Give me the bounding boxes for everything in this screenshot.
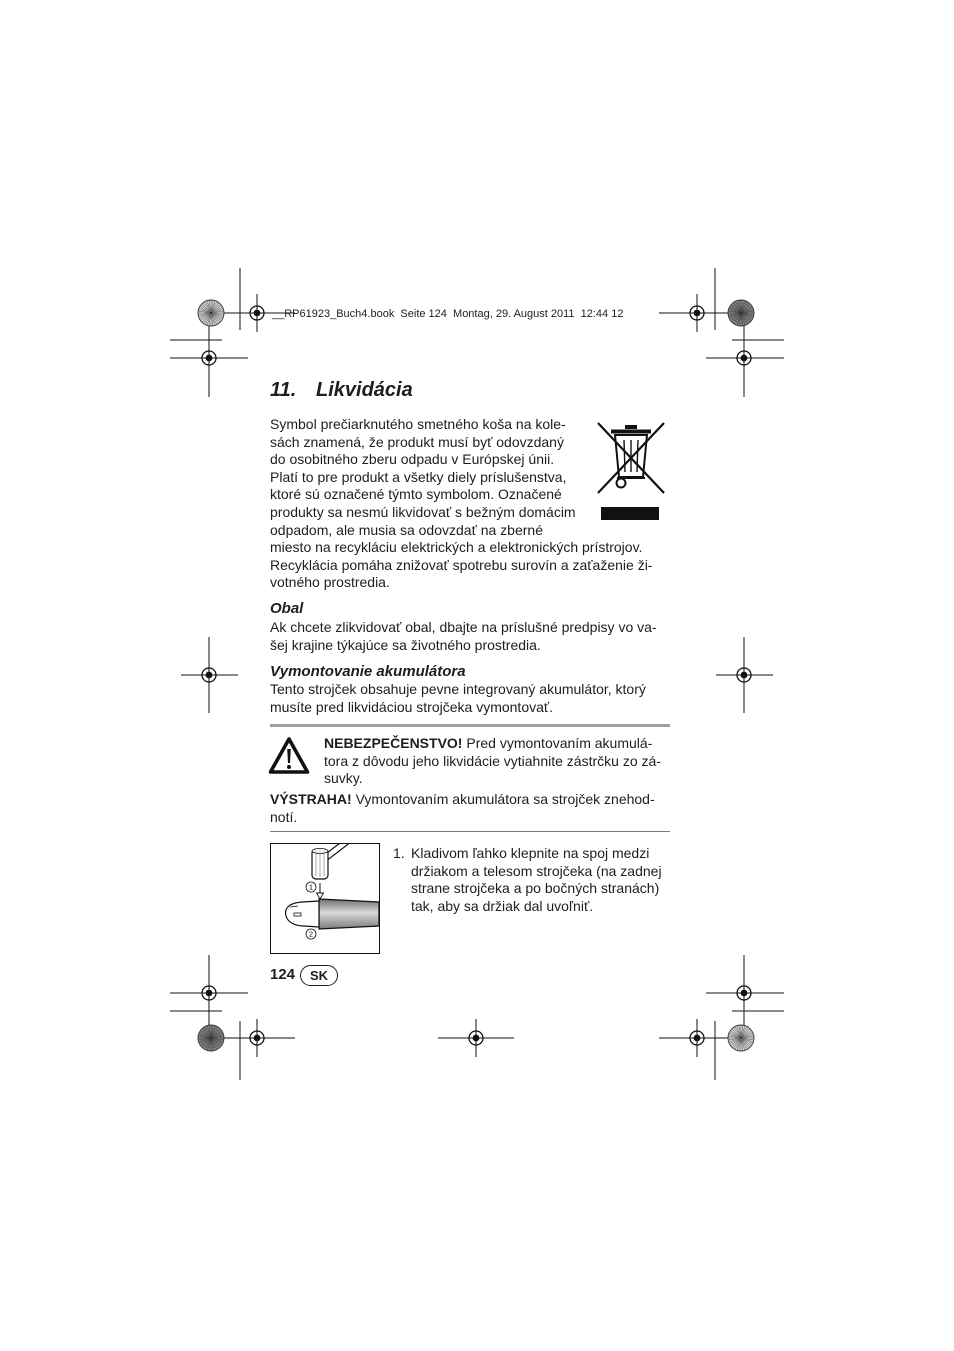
registration-starburst-mark bbox=[198, 1025, 224, 1051]
text-line bbox=[270, 791, 655, 809]
danger-notice bbox=[324, 735, 661, 788]
text-line: tak, aby sa držiak dal uvoľniť. bbox=[411, 897, 594, 914]
registration-target-mark bbox=[438, 1019, 514, 1057]
step-text bbox=[411, 845, 662, 915]
packaging-heading: Obal bbox=[270, 600, 304, 617]
warning-triangle-icon bbox=[268, 736, 310, 776]
text-line: Kladivom ľahko klepnite na spoj medzi bbox=[411, 845, 650, 861]
text-line: ktoré sú označené týmto symbolom. Označené bbox=[270, 486, 562, 503]
registration-target-mark bbox=[181, 637, 238, 713]
text-line: miesto na recykláciu elektrických a elektronických prístrojov. bbox=[270, 539, 643, 556]
text-line: strane strojčeka a po bočných stranách) bbox=[411, 880, 660, 897]
print-slug: __RP61923_Buch4.book Seite 124 Montag, 29. August 2011 12:44 12 bbox=[272, 308, 624, 320]
text-line bbox=[324, 735, 661, 753]
caution-notice bbox=[270, 791, 655, 826]
registration-target-mark bbox=[706, 955, 784, 1031]
step-number: 1. bbox=[393, 845, 405, 861]
instruction-step bbox=[393, 845, 662, 915]
callout-1 bbox=[306, 882, 316, 892]
text-line: Recyklácia pomáha znižovať spotrebu surovín a zaťaženie ži- bbox=[270, 556, 653, 573]
text-line: Symbol prečiarknutého smetného koša na kole- bbox=[270, 416, 566, 432]
battery-removal-paragraph bbox=[270, 681, 646, 716]
page-number: 124 bbox=[270, 966, 296, 983]
danger-label: NEBEZPEČENSTVO! bbox=[324, 735, 463, 751]
registration-target-mark bbox=[716, 637, 773, 713]
text-line: Ak chcete zlikvidovať obal, dbajte na príslušné predpisy vo va- bbox=[270, 619, 657, 635]
registration-starburst-mark bbox=[728, 1025, 754, 1051]
registration-target-mark bbox=[659, 1019, 735, 1057]
step-divider bbox=[270, 831, 670, 832]
step-illustration bbox=[270, 843, 380, 954]
registration-target-mark bbox=[659, 294, 735, 332]
battery-removal-heading: Vymontovanie akumulátora bbox=[270, 663, 466, 680]
registration-target-mark bbox=[170, 320, 248, 397]
packaging-paragraph bbox=[270, 619, 657, 654]
text-line: suvky. bbox=[324, 770, 363, 787]
text-line: votného prostredia. bbox=[270, 574, 390, 591]
text-line: odpadom, ale musia sa odovzdať na zberné bbox=[270, 521, 543, 538]
registration-target-mark bbox=[170, 955, 248, 1031]
section-divider bbox=[270, 724, 670, 727]
caution-label: VÝSTRAHA! bbox=[270, 791, 352, 807]
text-line: sách znamená, že produkt musí byť odovzdaný bbox=[270, 433, 564, 450]
callout-2 bbox=[306, 929, 316, 939]
registration-starburst-mark bbox=[198, 300, 224, 326]
text-line: Tento strojček obsahuje pevne integrovaný akumulátor, ktorý bbox=[270, 681, 646, 697]
text-line: musíte pred likvidáciou strojčeka vymontovať. bbox=[270, 698, 554, 715]
registration-target-mark bbox=[706, 320, 784, 397]
text-line: Platí to pre produkt a všetky diely príslušenstva, bbox=[270, 468, 567, 485]
section-number: 11. bbox=[270, 379, 297, 401]
device-illustration bbox=[286, 899, 379, 929]
caution-text: Vymontovaním akumulátora sa strojček znehod- bbox=[355, 791, 655, 807]
section-title: Likvidácia bbox=[316, 379, 413, 401]
registration-starburst-mark bbox=[728, 300, 754, 326]
language-badge: SK bbox=[300, 965, 338, 986]
text-line: šej krajine týkajúce sa životného prostredia. bbox=[270, 636, 541, 653]
crossed-out-wheelie-bin-icon bbox=[595, 420, 667, 520]
callout-1-label: 1 bbox=[308, 882, 314, 892]
danger-text: Pred vymontovaním akumulá- bbox=[466, 735, 653, 751]
registration-target-mark bbox=[219, 1019, 295, 1057]
text-line: tora z dôvodu jeho likvidácie vytiahnite zástrčku zo zá- bbox=[324, 752, 661, 769]
callout-2-label: 2 bbox=[308, 929, 314, 939]
text-line: do osobitného zberu odpadu v Európskej únii. bbox=[270, 451, 555, 468]
text-line: držiakom a telesom strojčeka (na zadnej bbox=[411, 862, 662, 879]
section-heading bbox=[270, 377, 413, 403]
text-line: notí. bbox=[270, 808, 298, 825]
text-line: produkty sa nesmú likvidovať s bežným domácim bbox=[270, 503, 576, 520]
